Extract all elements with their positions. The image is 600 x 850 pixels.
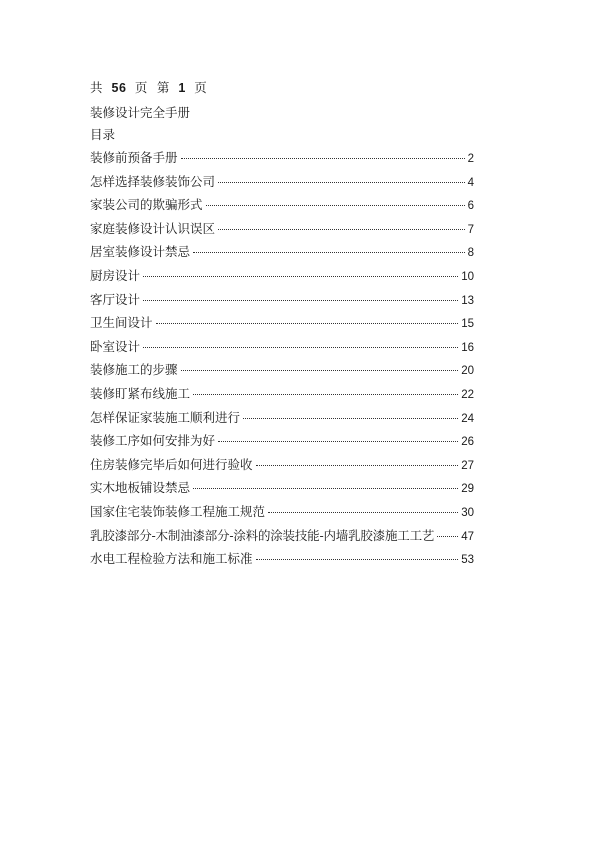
toc-dot-leader	[193, 488, 458, 489]
toc-entry[interactable]	[90, 478, 474, 502]
toc-entry-page-number: 4	[467, 176, 474, 189]
toc-entry[interactable]	[90, 384, 474, 408]
table-of-contents	[90, 148, 474, 573]
toc-entry-page-number: 6	[467, 200, 474, 213]
toc-dot-leader	[243, 418, 458, 419]
toc-entry-page-number: 13	[461, 294, 474, 307]
toc-entry-title: 卧室设计	[90, 338, 141, 354]
toc-entry-page-number: 15	[461, 318, 474, 331]
toc-entry-page-number: 30	[461, 506, 474, 519]
toc-entry-page-number: 24	[461, 412, 474, 425]
toc-entry[interactable]	[90, 290, 474, 314]
toc-entry-page-number: 26	[461, 436, 474, 449]
toc-heading: 目录	[90, 127, 116, 142]
toc-entry-page-number: 29	[461, 483, 474, 496]
toc-dot-leader	[181, 158, 465, 159]
toc-entry-title: 装修前预备手册	[90, 150, 178, 165]
document-title: 装修设计完全手册	[90, 105, 191, 120]
toc-entry-page-number: 7	[467, 223, 474, 236]
toc-dot-leader	[193, 252, 465, 253]
toc-dot-leader	[156, 323, 459, 324]
total-prefix: 共	[90, 80, 104, 95]
toc-entry-title: 装修工序如何安排为好	[90, 433, 216, 449]
toc-entry-title: 怎样保证家装施工顺利进行	[90, 409, 241, 425]
toc-entry[interactable]	[90, 526, 474, 550]
toc-dot-leader	[181, 370, 459, 371]
toc-entry[interactable]	[90, 337, 474, 361]
toc-dot-leader	[218, 441, 458, 442]
current-page: 1	[178, 81, 186, 95]
toc-entry-title: 厨房设计	[90, 267, 141, 283]
toc-dot-leader	[143, 347, 458, 348]
toc-dot-leader	[218, 229, 465, 230]
toc-entry[interactable]	[90, 408, 474, 432]
toc-entry-page-number: 16	[461, 341, 474, 354]
toc-entry[interactable]	[90, 148, 474, 172]
total-pages: 56	[111, 81, 127, 95]
toc-entry[interactable]	[90, 502, 474, 526]
page-count-line	[90, 78, 207, 96]
toc-entry-page-number: 10	[461, 270, 474, 283]
toc-entry[interactable]	[90, 360, 474, 384]
toc-entry[interactable]	[90, 219, 474, 243]
toc-entry-page-number: 20	[461, 365, 474, 378]
toc-dot-leader	[256, 465, 459, 466]
toc-entry-page-number: 47	[461, 530, 474, 543]
toc-entry[interactable]	[90, 549, 474, 573]
toc-entry[interactable]	[90, 172, 474, 196]
toc-entry-page-number: 22	[461, 388, 474, 401]
toc-entry-page-number: 27	[461, 459, 474, 472]
toc-entry[interactable]	[90, 195, 474, 219]
toc-dot-leader	[437, 536, 458, 537]
toc-entry-title: 家庭装修设计认识误区	[90, 220, 216, 236]
toc-entry-title: 居室装修设计禁忌	[90, 244, 191, 260]
toc-entry[interactable]	[90, 313, 474, 337]
toc-dot-leader	[193, 394, 458, 395]
toc-entry-title: 水电工程检验方法和施工标准	[90, 551, 253, 567]
toc-entry-title: 实木地板铺设禁忌	[90, 480, 191, 496]
toc-dot-leader	[206, 205, 465, 206]
toc-entry-title: 装修施工的步骤	[90, 362, 178, 378]
toc-entry-title: 装修盯紧布线施工	[90, 385, 191, 401]
toc-entry-title: 乳胶漆部分-木制油漆部分-涂料的涂装技能-内墙乳胶漆施工工艺	[90, 527, 435, 543]
toc-dot-leader	[256, 559, 459, 560]
current-suffix: 页	[194, 80, 208, 95]
toc-entry[interactable]	[90, 431, 474, 455]
toc-dot-leader	[143, 300, 458, 301]
toc-entry-title: 卫生间设计	[90, 315, 153, 331]
toc-entry-title: 住房装修完毕后如何进行验收	[90, 456, 253, 472]
toc-entry-title: 国家住宅装饰装修工程施工规范	[90, 503, 266, 519]
toc-dot-leader	[143, 276, 458, 277]
toc-entry-page-number: 53	[461, 554, 474, 567]
toc-entry-page-number: 2	[467, 153, 474, 165]
toc-entry-page-number: 8	[467, 247, 474, 260]
toc-entry-title: 家装公司的欺骗形式	[90, 197, 203, 213]
toc-entry[interactable]	[90, 455, 474, 479]
current-prefix: 第	[156, 80, 170, 95]
toc-dot-leader	[268, 512, 458, 513]
toc-entry-title: 怎样选择装修装饰公司	[90, 173, 216, 189]
toc-entry[interactable]	[90, 242, 474, 266]
toc-entry[interactable]	[90, 266, 474, 290]
toc-dot-leader	[218, 182, 465, 183]
toc-entry-title: 客厅设计	[90, 291, 141, 307]
total-suffix: 页	[134, 80, 148, 95]
